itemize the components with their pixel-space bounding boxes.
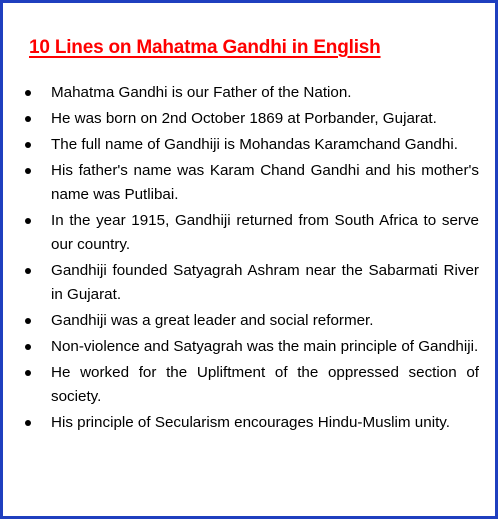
bullet-icon	[25, 370, 31, 376]
list-item	[3, 107, 498, 131]
list-item-text: Gandhiji was a great leader and social reformer.	[51, 312, 374, 329]
list-item-text: He was born on 2nd October 1869 at Porbander, Gujarat.	[51, 110, 437, 127]
bullet-icon	[25, 116, 31, 122]
list-item-text: Gandhiji founded Satyagrah Ashram near the Sabarmati River in Gujarat.	[51, 262, 479, 303]
list-item-text: Non-violence and Satyagrah was the main principle of Gandhiji.	[51, 338, 479, 355]
document-title: 10 Lines on Mahatma Gandhi in English	[29, 37, 381, 58]
list-item-text: The full name of Gandhiji is Mohandas Karamchand Gandhi.	[51, 136, 458, 153]
bullet-icon	[25, 420, 31, 426]
list-item-text: Mahatma Gandhi is our Father of the Nation.	[51, 84, 352, 101]
list-item	[3, 159, 498, 207]
bullet-icon	[25, 318, 31, 324]
list-item	[3, 361, 498, 409]
bullet-icon	[25, 344, 31, 350]
lines-list	[3, 81, 498, 437]
list-item	[3, 133, 498, 157]
bullet-icon	[25, 218, 31, 224]
list-item-text: In the year 1915, Gandhiji returned from South Africa to serve our country.	[51, 212, 479, 253]
list-item	[3, 335, 498, 359]
list-item	[3, 209, 498, 257]
list-item-text: His father's name was Karam Chand Gandhi and his mother's name was Putlibai.	[51, 162, 479, 203]
bullet-icon	[25, 168, 31, 174]
list-item	[3, 309, 498, 333]
list-item	[3, 411, 498, 435]
list-item-text: He worked for the Upliftment of the oppressed section of society.	[51, 364, 479, 405]
list-item	[3, 81, 498, 105]
list-item-text: His principle of Secularism encourages Hindu-Muslim unity.	[51, 414, 450, 431]
list-item	[3, 259, 498, 307]
bullet-icon	[25, 268, 31, 274]
bullet-icon	[25, 90, 31, 96]
bullet-icon	[25, 142, 31, 148]
